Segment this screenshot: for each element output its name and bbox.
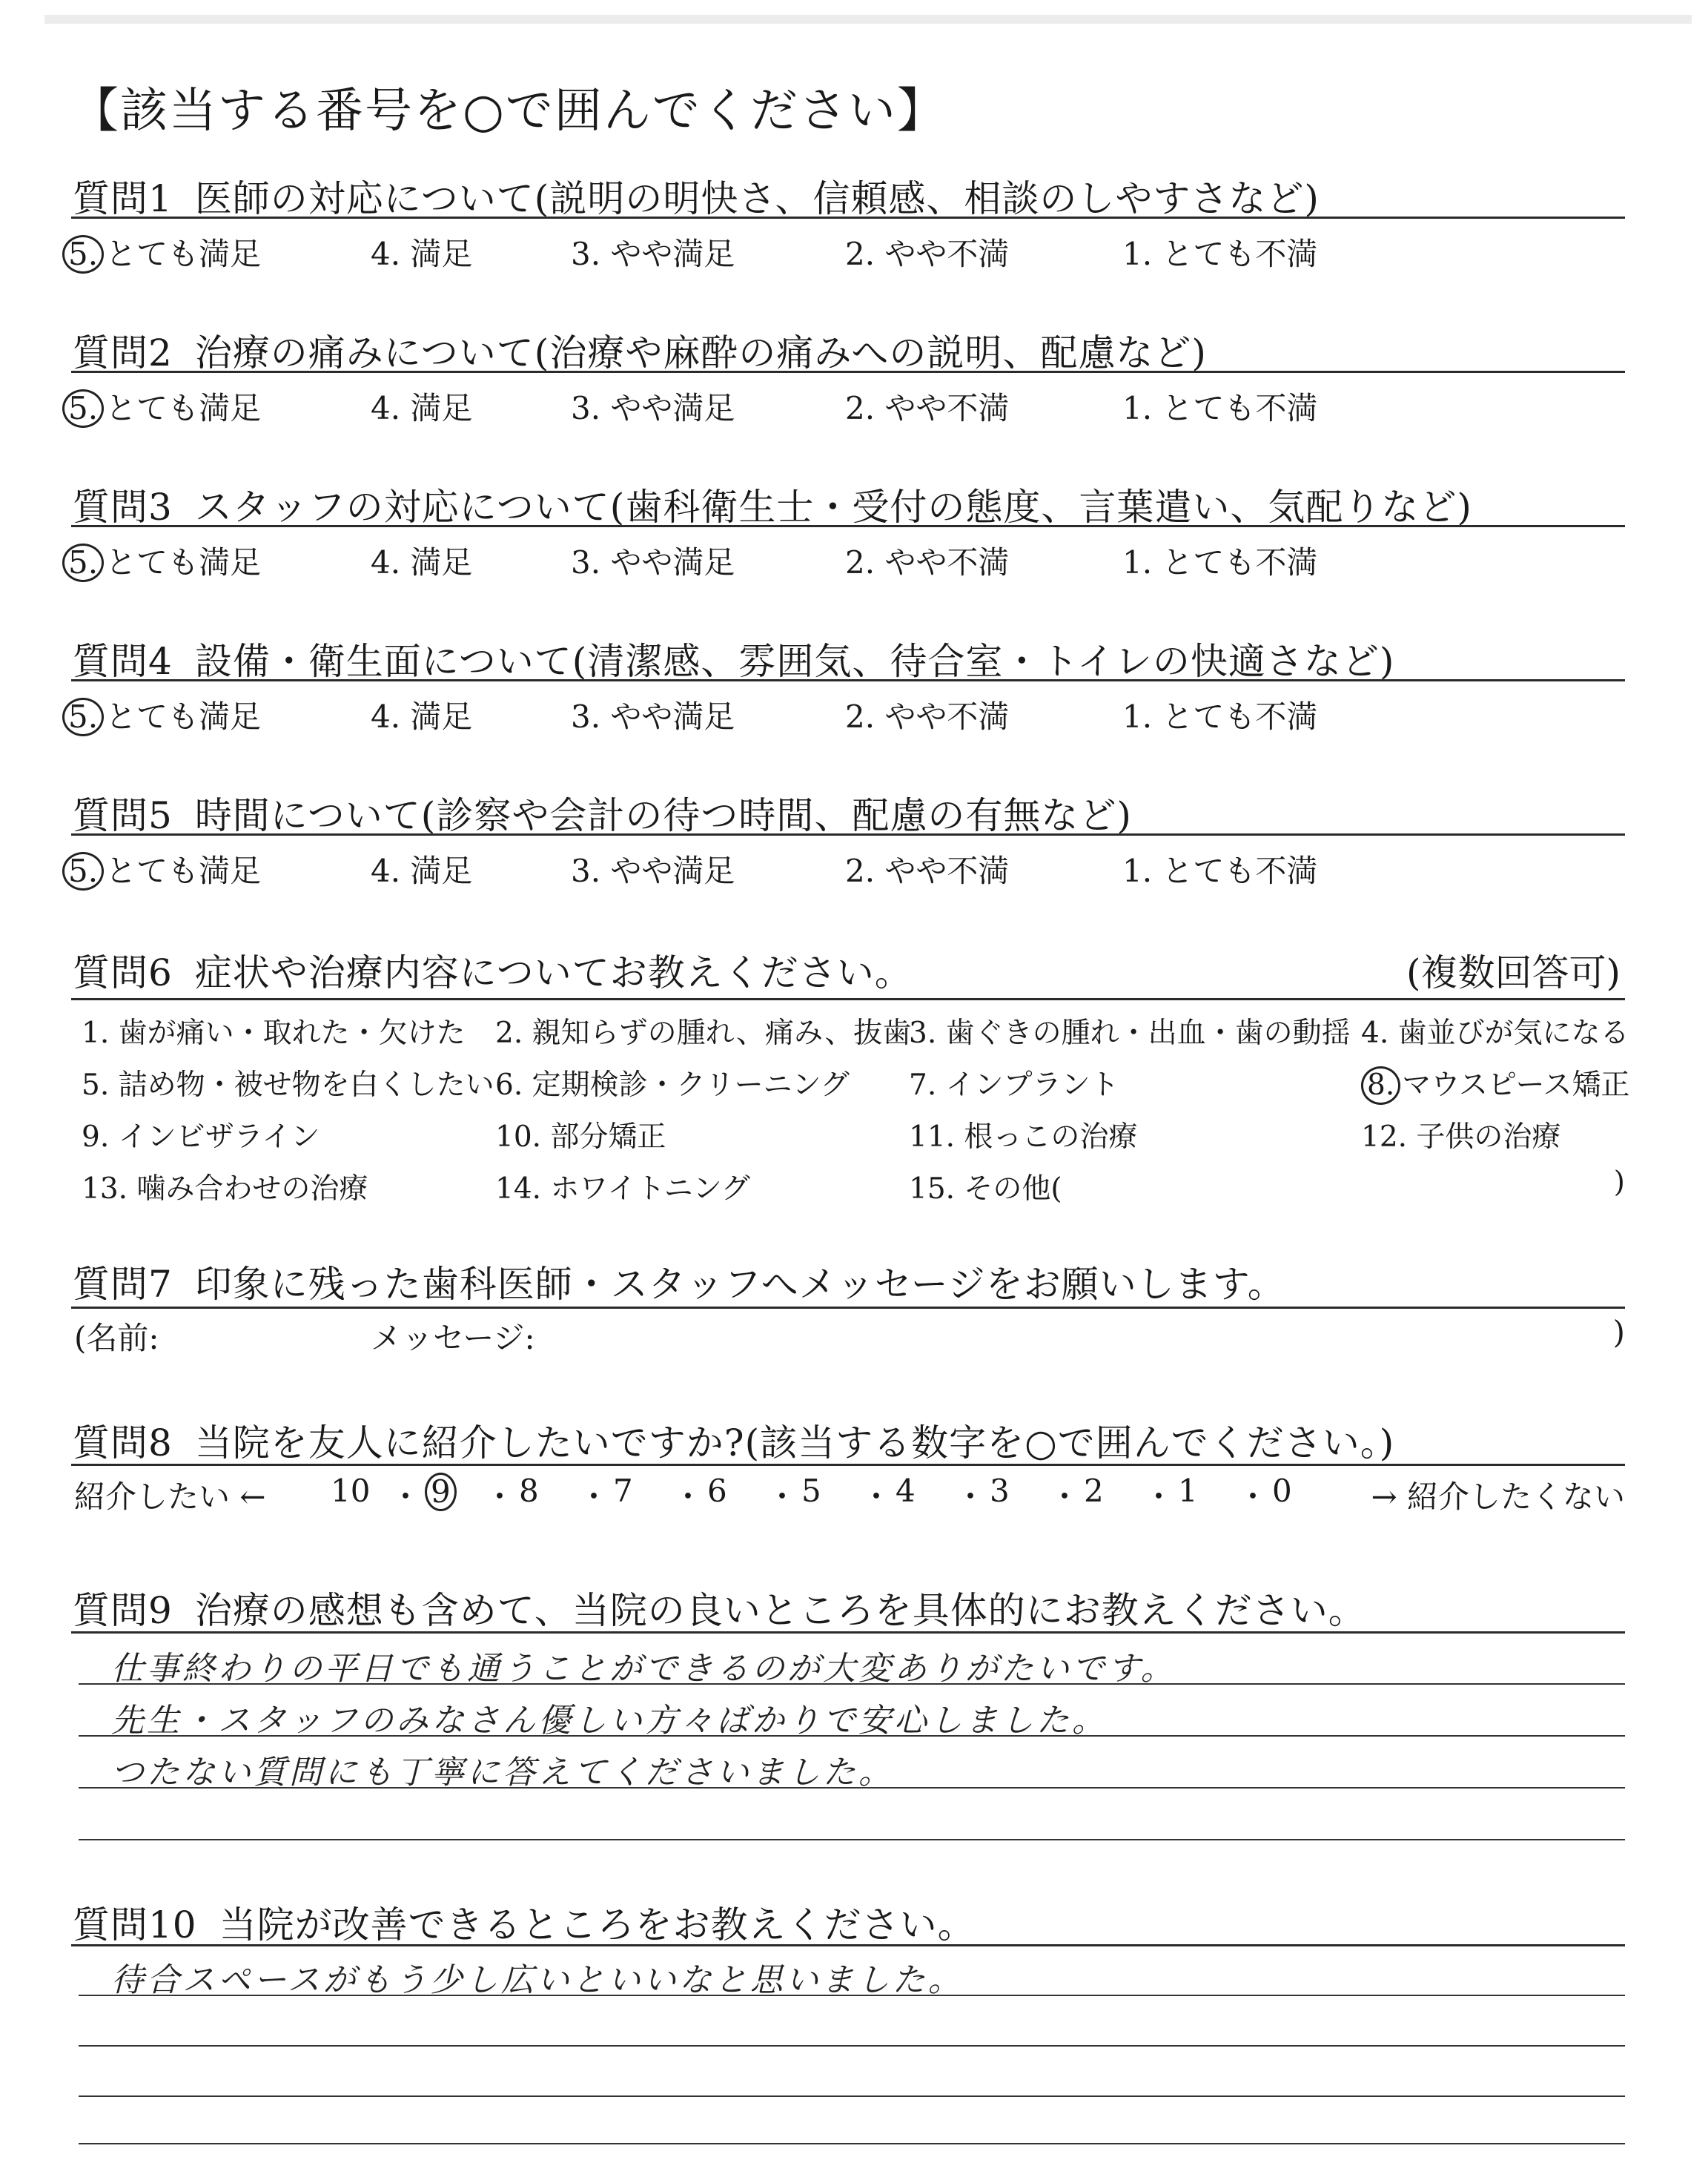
- q10-text: 当院が改善できるところをお教えください。: [219, 1903, 976, 1946]
- q9-answer-line: [79, 1839, 1625, 1840]
- q8-scale-number: 7: [613, 1473, 633, 1509]
- q6-rule: [71, 998, 1625, 1000]
- q8-number: 質問8: [73, 1421, 173, 1464]
- rating-option: 2. やや不満: [845, 544, 1010, 581]
- q2-text: 治療の痛みについて(治療や麻酔の痛みへの説明、配慮など): [194, 331, 1207, 374]
- q3-number: 質問3: [73, 486, 173, 529]
- q10-number: 質問10: [73, 1903, 197, 1946]
- q4-text: 設備・衛生面について(清潔感、雰囲気、待合室・トイレの快適さなど): [194, 640, 1395, 683]
- q6-option: 5. 詰め物・被せ物を白くしたい: [82, 1069, 494, 1102]
- q8-scale-dot: ・: [672, 1479, 704, 1515]
- rating-option: 1. とても不満: [1122, 853, 1318, 889]
- q6-option: 13. 噛み合わせの治療: [82, 1172, 368, 1206]
- q6-option: 7. インプラント: [909, 1069, 1119, 1102]
- q8-scale-number: 2: [1084, 1473, 1104, 1509]
- rating-option: 2. やや不満: [845, 853, 1010, 889]
- q1-text: 医師の対応について(説明の明快さ、信頼感、相談のしやすさなど): [194, 177, 1320, 220]
- rating-option: 3. やや満足: [571, 236, 735, 272]
- q8-scale-number: 10: [331, 1473, 371, 1509]
- q5-title: [73, 786, 1132, 839]
- q9-text: 治療の感想も含めて、当院の良いところを具体的にお教えください。: [194, 1589, 1366, 1632]
- rating-option: 5. とても満足: [62, 847, 261, 891]
- q8-rule: [71, 1464, 1625, 1466]
- q8-scale-number: 3: [990, 1473, 1010, 1509]
- rating-option: 4. 満足: [371, 853, 473, 889]
- q8-right-label: → 紹介したくない: [1371, 1479, 1625, 1515]
- q6-option: 8. マウスピース矯正: [1361, 1062, 1630, 1105]
- q10-answer-line: [79, 2095, 1625, 2097]
- q6-option: 10. 部分矯正: [495, 1120, 666, 1154]
- q8-scale-number: 0: [1272, 1473, 1292, 1509]
- q3-text: スタッフの対応について(歯科衛生士・受付の態度、言葉遣い、気配りなど): [194, 486, 1472, 529]
- q8-scale-number: 4: [896, 1473, 916, 1509]
- q3-title: [73, 478, 1472, 531]
- q6-option: 14. ホワイトニング: [495, 1172, 750, 1206]
- q8-scale-dot: ・: [1049, 1479, 1081, 1515]
- rating-option: 1. とても不満: [1122, 544, 1318, 581]
- q8-scale-dot: ・: [767, 1479, 798, 1515]
- q4-number: 質問4: [73, 640, 173, 683]
- q2-number: 質問2: [73, 331, 173, 374]
- q8-scale-number: 8: [519, 1473, 539, 1509]
- selected-circle-mark: 5.: [62, 389, 104, 428]
- rating-option: 2. やや不満: [845, 698, 1010, 735]
- rating-option: 1. とても不満: [1122, 390, 1318, 426]
- q8-scale-number: [425, 1473, 458, 1511]
- scan-top-edge: [44, 15, 1692, 24]
- q10-answer-line: [79, 2045, 1625, 2047]
- q6-text: 症状や治療内容についてお教えください。: [194, 951, 913, 994]
- q8-scale-dot: ・: [390, 1479, 422, 1515]
- q6-number: 質問6: [73, 951, 173, 994]
- form-title: 【該当する番号を○で囲んでください】: [71, 84, 946, 139]
- rating-option: 3. やや満足: [571, 853, 735, 889]
- q6-option: 9. インビザライン: [82, 1120, 320, 1154]
- q8-text: 当院を友人に紹介したいですか?(該当する数字を○で囲んでください。): [194, 1421, 1395, 1464]
- q10-title: [73, 1895, 976, 1949]
- q9-rule: [71, 1631, 1625, 1634]
- q8-scale-dot: ・: [1237, 1479, 1269, 1515]
- q9-title: [73, 1581, 1366, 1634]
- q10-answer-line: [79, 2143, 1625, 2144]
- rating-option: 2. やや不満: [845, 390, 1010, 426]
- q8-scale-dot: ・: [1143, 1479, 1175, 1515]
- q2-rule: [71, 371, 1625, 373]
- rating-option: 4. 満足: [371, 698, 473, 735]
- q6-option: 12. 子供の治療: [1361, 1120, 1561, 1154]
- rating-option: 4. 満足: [371, 390, 473, 426]
- q8-left-label: 紹介したい ←: [74, 1479, 266, 1515]
- q7-close-paren: ): [1612, 1314, 1625, 1350]
- q8-scale-dot: ・: [955, 1479, 987, 1515]
- rating-option: 1. とても不満: [1122, 236, 1318, 272]
- selected-circle-mark: 9: [425, 1473, 457, 1511]
- q9-number: 質問9: [73, 1589, 173, 1632]
- rating-option: 5. とても満足: [62, 230, 261, 274]
- q6-option: 3. 歯ぐきの腫れ・出血・歯の動揺: [909, 1017, 1351, 1050]
- q1-number: 質問1: [73, 177, 173, 220]
- rating-option: 2. やや不満: [845, 236, 1010, 272]
- q6-option: 6. 定期検診・クリーニング: [495, 1069, 850, 1102]
- q6-close-paren: ): [1613, 1166, 1625, 1199]
- q8-scale-number: 1: [1178, 1473, 1198, 1509]
- q3-rule: [71, 525, 1625, 527]
- q6-option: 15. その他(: [909, 1172, 1062, 1206]
- rating-option: 5. とても満足: [62, 538, 261, 583]
- q6-option: 4. 歯並びが気になる: [1361, 1017, 1629, 1050]
- q7-message-label: メッセージ:: [371, 1320, 535, 1356]
- q1-title: [73, 169, 1320, 222]
- q8-scale-number: 6: [707, 1473, 727, 1509]
- selected-circle-mark: 5.: [62, 544, 104, 582]
- q7-title: [73, 1255, 1285, 1308]
- rating-option: 3. やや満足: [571, 698, 735, 735]
- rating-option: 4. 満足: [371, 544, 473, 581]
- q6-multiple-answer-note: (複数回答可): [1406, 951, 1621, 994]
- selected-circle-mark: 5.: [62, 852, 104, 891]
- selected-circle-mark: 5.: [62, 698, 104, 736]
- q8-title: [73, 1413, 1394, 1467]
- q7-text: 印象に残った歯科医師・スタッフへメッセージをお願いします。: [194, 1263, 1285, 1306]
- q1-rule: [71, 217, 1625, 219]
- q5-rule: [71, 833, 1625, 836]
- q10-handwritten-answer: 待合スペースがもう少し広いといいなと思いました。: [111, 1961, 964, 1999]
- q2-title: [73, 323, 1207, 377]
- q9-handwritten-answer: つたない質問にも丁寧に答えてくださいました。: [111, 1754, 894, 1791]
- q10-rule: [71, 1944, 1625, 1946]
- q5-number: 質問5: [73, 794, 173, 837]
- q8-scale-dot: ・: [578, 1479, 610, 1515]
- rating-option: 5. とても満足: [62, 384, 261, 429]
- rating-option: 5. とても満足: [62, 693, 261, 737]
- q9-handwritten-answer: 先生・スタッフのみなさん優しい方々ばかりで安心しました。: [111, 1702, 1108, 1740]
- q6-title: [73, 943, 913, 997]
- q6-option: 11. 根っこの治療: [909, 1120, 1138, 1154]
- q8-scale-number: 5: [801, 1473, 821, 1509]
- rating-option: 1. とても不満: [1122, 698, 1318, 735]
- rating-option: 3. やや満足: [571, 544, 735, 581]
- rating-option: 3. やや満足: [571, 390, 735, 426]
- q5-text: 時間について(診察や会計の待つ時間、配慮の有無など): [194, 794, 1132, 837]
- selected-circle-mark: 5.: [62, 235, 104, 274]
- q7-name-label: (名前:: [74, 1320, 159, 1356]
- q4-rule: [71, 679, 1625, 681]
- q7-rule: [71, 1307, 1625, 1309]
- q6-option: 2. 親知らずの腫れ、痛み、抜歯: [495, 1017, 912, 1050]
- q7-number: 質問7: [73, 1263, 173, 1306]
- q8-scale-dot: ・: [861, 1479, 893, 1515]
- q6-option: 1. 歯が痛い・取れた・欠けた: [82, 1017, 466, 1050]
- rating-option: 4. 満足: [371, 236, 473, 272]
- q4-title: [73, 632, 1394, 685]
- selected-circle-mark: 8.: [1361, 1066, 1400, 1105]
- q9-handwritten-answer: 仕事終わりの平日でも通うことができるのが大変ありがたいです。: [111, 1650, 1176, 1688]
- q8-scale-dot: ・: [484, 1479, 516, 1515]
